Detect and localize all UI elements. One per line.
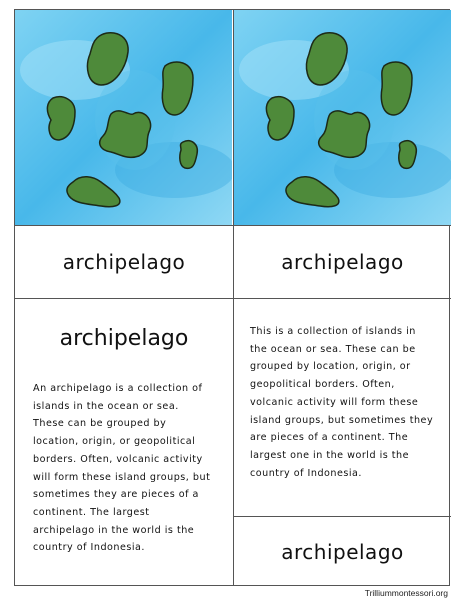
label-card: archipelago	[281, 540, 404, 564]
picture-card-left	[15, 10, 232, 225]
card-sheet	[14, 9, 450, 586]
archipelago-illustration	[15, 10, 232, 225]
row-divider	[15, 298, 451, 299]
footer-credit: Trilliummontessori.org	[364, 588, 448, 598]
definition-title: archipelago	[59, 326, 189, 351]
picture-label-left: archipelago	[62, 250, 186, 274]
picture-label-right: archipelago	[281, 250, 404, 274]
archipelago-illustration	[234, 10, 451, 225]
picture-card-right	[234, 10, 451, 225]
definition-text: An archipelago is a collection of islands in the ocean or sea. These can be grouped by location, origin, or geopolitical borders. Often, volcanic activity will form these island groups, but sometimes they are pieces of a continent. The largest archipelago in the world is the country of Indonesia.	[33, 383, 211, 554]
description-text: This is a collection of islands in the ocean or sea. These can be grouped by location, origin, or geopolitical borders. Often, volcanic activity will form these island groups, but sometimes they are pieces of a continent. The largest one in the world is the country of Indonesia.	[250, 326, 434, 479]
